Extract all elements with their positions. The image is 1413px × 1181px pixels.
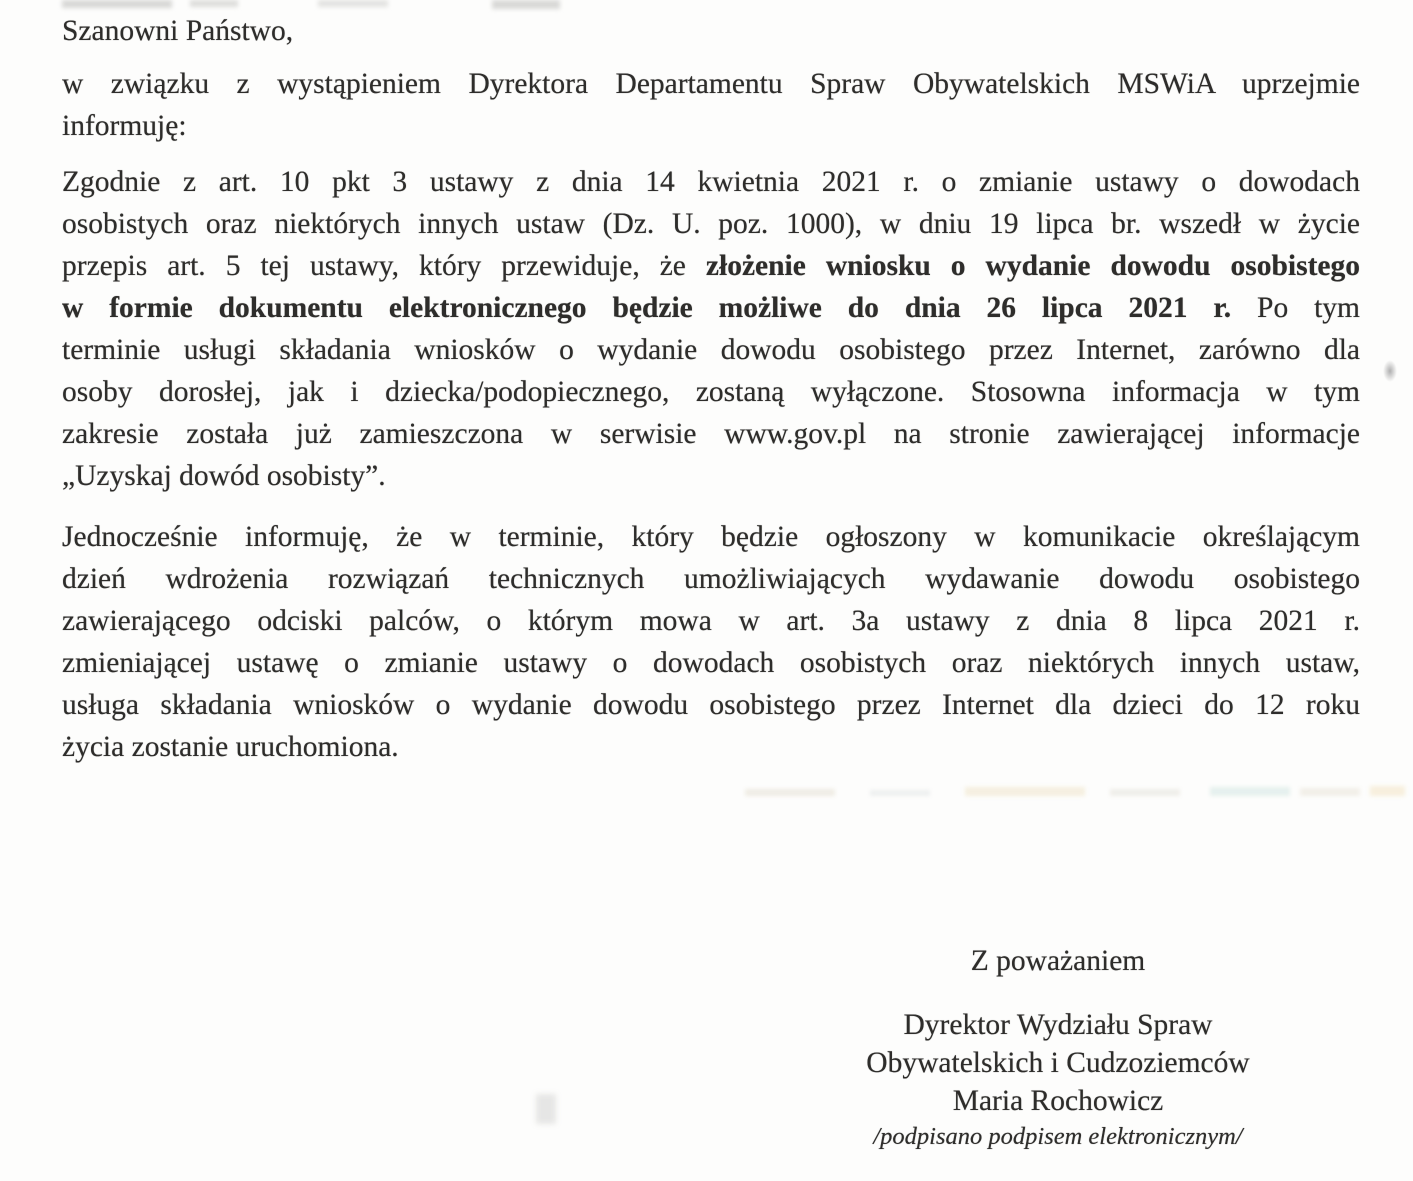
signature-title-line: Dyrektor Wydziału Spraw <box>903 1009 1213 1041</box>
scan-artifact <box>1300 788 1360 796</box>
text-line <box>62 287 1360 329</box>
text-line: osobistych oraz niektórych innych ustaw (Dz. U. poz. 1000), w dniu 19 lipca br. wszedł w życie <box>62 208 1360 240</box>
scan-artifact <box>318 0 388 7</box>
text-line: życia zostanie uruchomiona. <box>62 731 399 763</box>
greeting: Szanowni Państwo, <box>62 15 294 47</box>
text-line: terminie usługi składania wniosków o wydanie dowodu osobistego przez Internet, zarówno dla <box>62 334 1360 366</box>
scan-artifact <box>745 789 835 796</box>
scan-artifact <box>1210 787 1290 796</box>
body-paragraph-2 <box>62 516 1360 768</box>
scan-artifact <box>870 790 930 796</box>
scan-artifact <box>536 1094 556 1124</box>
intro-paragraph <box>62 63 1360 147</box>
text-line: zmieniającej ustawę o zmianie ustawy o dowodach osobistych oraz niektórych innych ustaw, <box>62 647 1360 679</box>
scan-artifact <box>965 787 1085 796</box>
text-line: dzień wdrożenia rozwiązań technicznych umożliwiających wydawanie dowodu osobistego <box>62 563 1360 595</box>
scan-artifact <box>492 0 560 9</box>
esignature-note: /podpisano podpisem elektronicznym/ <box>873 1123 1243 1150</box>
text-line: „Uzyskaj dowód osobisty”. <box>62 460 386 492</box>
text-line: zakresie została już zamieszczona w serwisie www.gov.pl na stronie zawierającej informacje <box>62 418 1360 450</box>
scan-artifact <box>190 0 238 7</box>
scan-artifact <box>1110 789 1180 796</box>
text-segment: przepis art. 5 tej ustawy, który przewiduje, że <box>62 250 706 282</box>
closing-phrase: Z poważaniem <box>970 945 1146 977</box>
text-line: osoby dorosłej, jak i dziecka/podopiecznego, zostaną wyłączone. Stosowna informacja w tym <box>62 376 1360 408</box>
signature-name: Maria Rochowicz <box>952 1085 1164 1117</box>
text-line: Jednocześnie informuję, że w terminie, który będzie ogłoszony w komunikacie określającym <box>62 521 1360 553</box>
text-line: Zgodnie z art. 10 pkt 3 ustawy z dnia 14 kwietnia 2021 r. o zmianie ustawy o dowodach <box>62 166 1360 198</box>
text-segment: Po tym <box>1231 292 1360 324</box>
sign-off <box>843 940 1273 1154</box>
letter-body <box>62 10 1360 768</box>
signature-title-line: Obywatelskich i Cudzoziemców <box>866 1047 1250 1079</box>
scan-artifact <box>1370 786 1405 796</box>
scan-artifact <box>62 0 172 8</box>
body-paragraph-1 <box>62 161 1360 497</box>
bold-text-segment: złożenie wniosku o wydanie dowodu osobistego <box>705 250 1360 282</box>
text-line: zawierającego odciski palców, o którym mowa w art. 3a ustawy z dnia 8 lipca 2021 r. <box>62 605 1360 637</box>
text-line: w związku z wystąpieniem Dyrektora Departamentu Spraw Obywatelskich MSWiA uprzejmie <box>62 68 1360 100</box>
text-line: usługa składania wniosków o wydanie dowodu osobistego przez Internet dla dzieci do 12 roku <box>62 689 1360 721</box>
bold-text-segment: w formie dokumentu elektronicznego będzie możliwe do dnia 26 lipca 2021 r. <box>62 292 1232 324</box>
text-line: informuję: <box>62 110 187 142</box>
text-line <box>62 245 1360 287</box>
scan-artifact <box>1383 360 1397 382</box>
signature-block <box>843 1006 1273 1154</box>
